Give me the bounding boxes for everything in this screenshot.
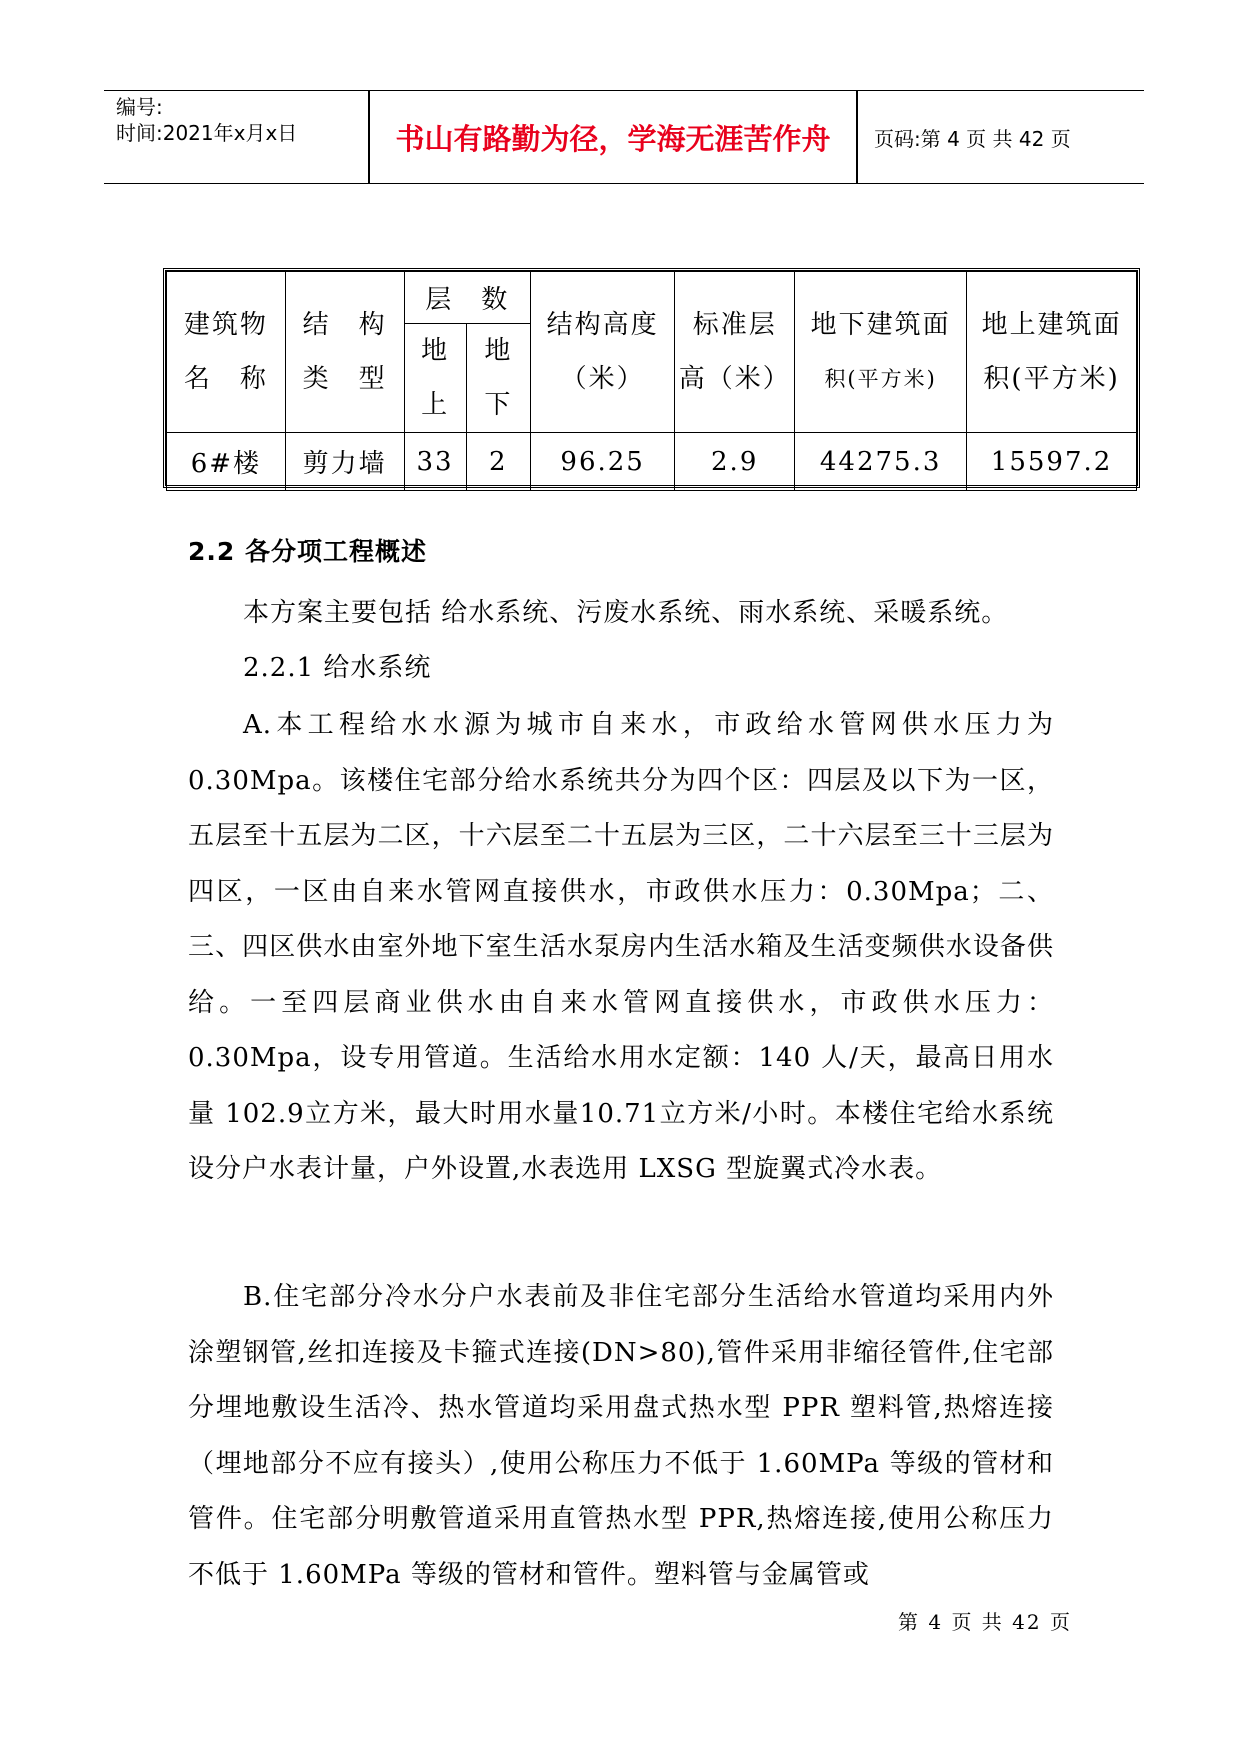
- header-motto: 书山有路勤为径，学海无涯苦作舟: [395, 121, 831, 156]
- page-footer: 第 4 页 共 42 页: [898, 1610, 1072, 1634]
- td-aboveground-area: 15597.2: [967, 433, 1137, 491]
- th-building-name: 建筑物 名 称: [167, 272, 286, 433]
- th-standard-floor-height: 标准层 高（米）: [675, 272, 795, 433]
- th-floors: 层 数: [404, 272, 531, 324]
- th-floors-below: 地 下: [466, 324, 530, 433]
- building-table: [163, 268, 1140, 488]
- td-floors-below: 2: [466, 433, 530, 491]
- th-underground-area: 地下建筑面 积(平方米): [795, 272, 967, 433]
- td-building-name: 6#楼: [167, 433, 286, 491]
- subsection-title: 2.2.1 给水系统: [243, 653, 432, 683]
- td-structure-height: 96.25: [531, 433, 675, 491]
- th-aboveground-area: 地上建筑面 积(平方米): [967, 272, 1137, 433]
- section-title: 2.2 各分项工程概述: [188, 537, 427, 566]
- td-floors-above: 33: [404, 433, 466, 491]
- td-standard-floor-height: 2.9: [675, 433, 795, 491]
- intro-paragraph: 本方案主要包括 给水系统、污废水系统、雨水系统、采暖系统。: [243, 598, 1009, 628]
- header-time-label: 时间:2021年x月x日: [116, 121, 298, 145]
- table-row: [167, 433, 1137, 491]
- paragraph-a: A.本工程给水水源为城市自来水，市政给水管网供水压力为0.30Mpa。该楼住宅部分给水系统共分为四个区：四层及以下为一区，五层至十五层为二区，十六层至二十五层为三区，二十六层至三十三层为四区，一区由自来水管网直接供水，市政供水压力：0.30Mpa；二、三、四区供水由室外地下室生活水泵房内生活水箱及生活变频供水设备供给。一至四层商业供水由自来水管网直接供水，市政供水压力：0.30Mpa，设专用管道。生活给水用水定额：140 人/天，最高日用水量 102.9立方米，最大时用水量10.71立方米/小时。本楼住宅给水系统设分户水表计量，户外设置,水表选用 LXSG 型旋翼式冷水表。: [188, 710, 1054, 1184]
- th-floors-above: 地 上: [404, 324, 466, 433]
- header-meta: [116, 91, 368, 183]
- header-page-label: 页码:第 4 页 共 42 页: [874, 126, 1071, 151]
- header-divider: [856, 91, 858, 183]
- td-structure-type: 剪力墙: [285, 433, 404, 491]
- td-underground-area: 44275.3: [795, 433, 967, 491]
- header-number-label: 编号:: [116, 95, 163, 119]
- page-header: [104, 90, 1144, 184]
- paragraph-b: B.住宅部分冷水分户水表前及非住宅部分生活给水管道均采用内外涂塑钢管,丝扣连接及卡箍式连接(DN>80),管件采用非缩径管件,住宅部分埋地敷设生活冷、热水管道均采用盘式热水型 PPR 塑料管,热熔连接（埋地部分不应有接头）,使用公称压力不低于 1.60MPa 等级的管材和管件。住宅部分明敷管道采用直管热水型 PPR,热熔连接,使用公称压力不低于 1.60MPa 等级的管材和管件。塑料管与金属管或: [188, 1282, 1054, 1590]
- th-structure-height: 结构高度 （米）: [531, 272, 675, 433]
- th-structure-type: 结 构 类 型: [285, 272, 404, 433]
